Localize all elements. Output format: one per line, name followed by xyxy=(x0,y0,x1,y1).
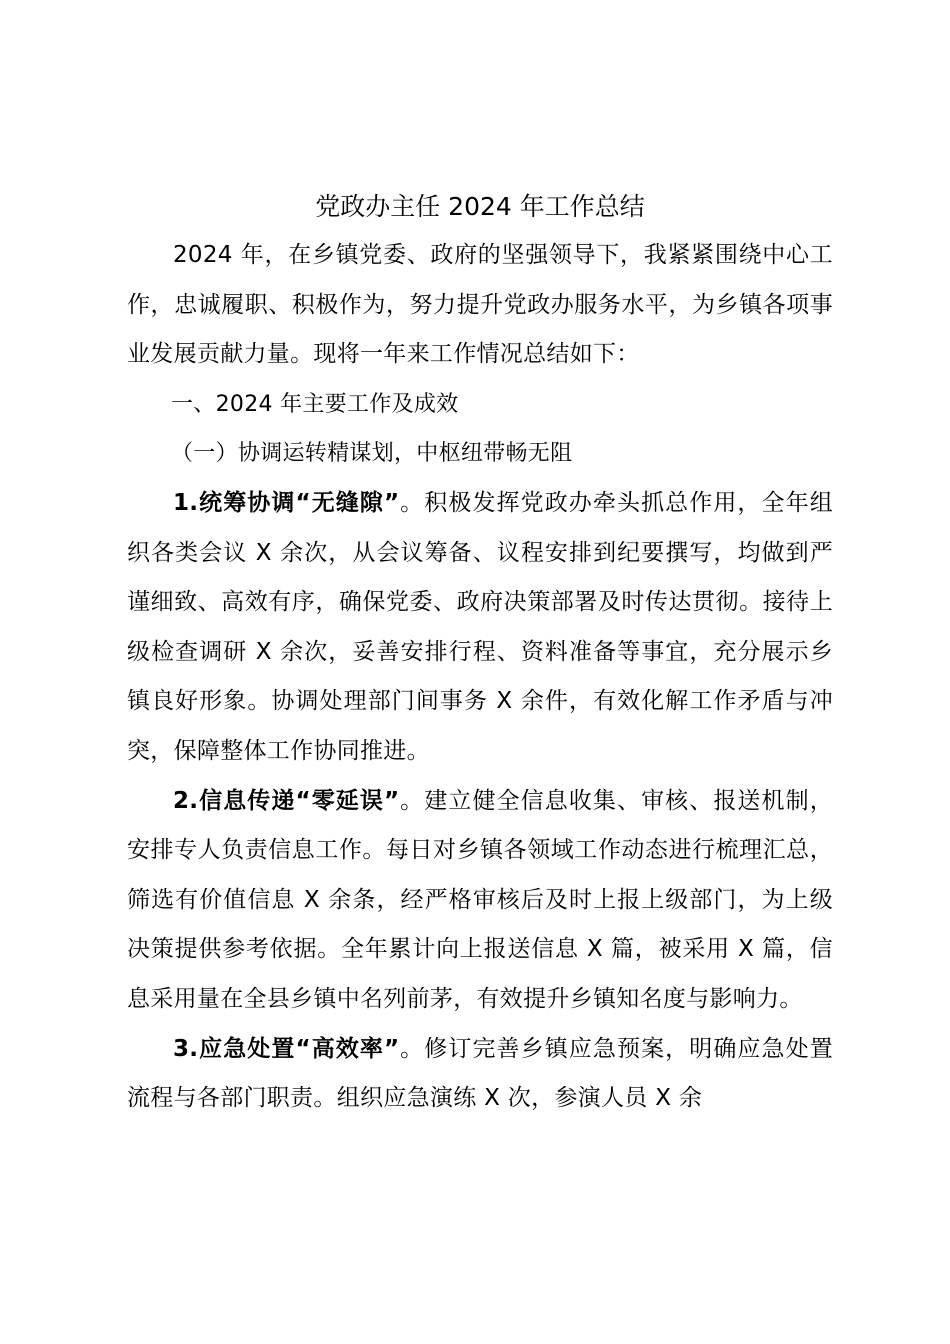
item-paragraph-2 xyxy=(127,777,833,1025)
item-text-3: 。修订完善乡镇应急预案，明确应急处置流程与各部门职责。组织应急演练 X 次，参演人员 X 余 xyxy=(127,1035,833,1112)
item-text-1: 。积极发挥党政办牵头抓总作用，全年组织各类会议 X 余次，从会议筹备、议程安排到纪要撰写，均做到严谨细致、高效有序，确保党委、政府决策部署及时传达贯彻。接待上级检查调研 X 余次，妥善安排行程、资料准备等事宜，充分展示乡镇良好形象。协调处理部门间事务 X 余件，有效化解工作矛盾与冲突，保障整体工作协同推进。 xyxy=(127,489,833,764)
item-lead-2: 2.信息传递“零延误” xyxy=(173,787,400,814)
item-lead-1: 1.统筹协调“无缝隙” xyxy=(173,489,400,516)
intro-paragraph: 2024 年，在乡镇党委、政府的坚强领导下，我紧紧围绕中心工作，忠诚履职、积极作为，努力提升党政办服务水平，为乡镇各项事业发展贡献力量。现将一年来工作情况总结如下： xyxy=(127,242,833,368)
document-title: 党政办主任 2024 年工作总结 xyxy=(315,192,645,221)
item-paragraph-3 xyxy=(127,1025,833,1124)
item-text-2: 。建立健全信息收集、审核、报送机制，安排专人负责信息工作。每日对乡镇各领域工作动态进行梳理汇总，筛选有价值信息 X 余条，经严格审核后及时上报上级部门，为上级决策提供参考依据。全年累计向上报送信息 X 篇，被采用 X 篇，信息采用量在全县乡镇中名列前茅，有效提升乡镇知名度与影响力。 xyxy=(127,787,833,1012)
item-paragraph-1 xyxy=(127,479,833,777)
item-lead-3: 3.应急处置“高效率” xyxy=(173,1035,400,1062)
subsection-heading: （一）协调运转精谋划，中枢纽带畅无阻 xyxy=(171,441,573,467)
document-body xyxy=(127,183,833,1124)
section-heading: 一、2024 年主要工作及成效 xyxy=(171,391,459,417)
